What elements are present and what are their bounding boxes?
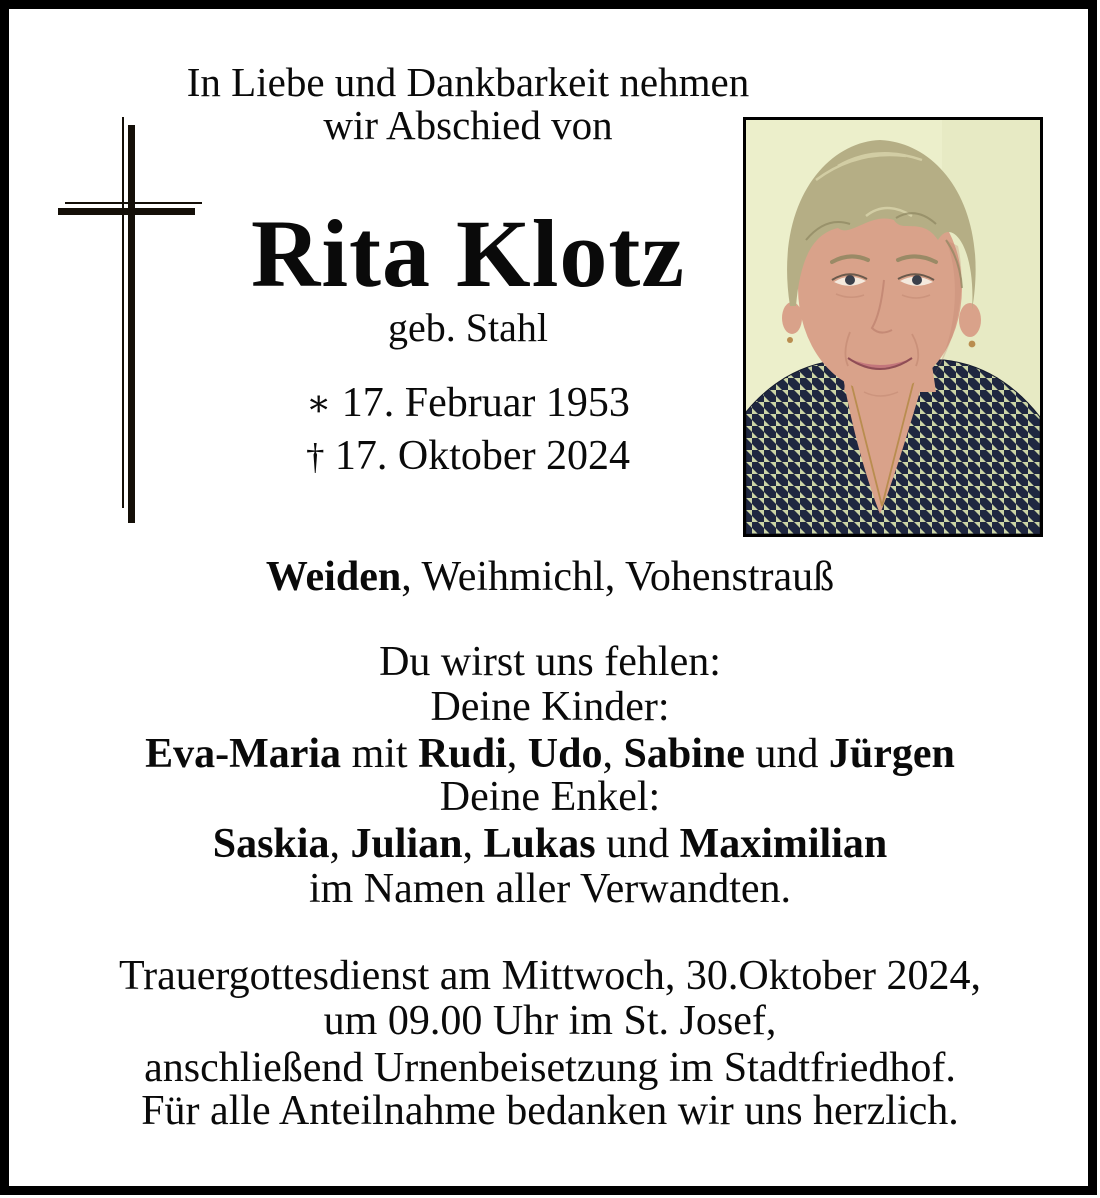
- text-segment: Julian: [350, 821, 463, 867]
- portrait-photo: [743, 117, 1043, 537]
- right-ear: [959, 303, 981, 337]
- text-segment: ,: [506, 731, 528, 777]
- death-date: [324, 433, 335, 479]
- intro-line-2: wir Abschied von: [323, 102, 613, 148]
- text-segment: Jürgen: [828, 731, 955, 777]
- text-segment: Weiden: [265, 554, 402, 600]
- text-segment: mit: [341, 731, 419, 777]
- children-label: Deine Kinder:: [430, 684, 670, 730]
- text-segment: Udo: [527, 731, 603, 777]
- born-symbol-icon: ∗: [306, 382, 332, 424]
- service-line-3: anschließend Urnenbeisetzung im Stadtfriedhof.: [144, 1045, 956, 1091]
- children-names-line: [9, 733, 1091, 775]
- birth-date-text: 17. Februar 1953: [341, 380, 630, 426]
- service-line-4: Für alle Anteilnahme bedanken wir uns herzlich.: [141, 1088, 959, 1134]
- missing-line: Du wirst uns fehlen:: [379, 639, 721, 685]
- deceased-name: Rita Klotz: [251, 200, 685, 307]
- service-line-1: Trauergottesdienst am Mittwoch, 30.Oktober 2024,: [118, 953, 982, 999]
- text-segment: Lukas: [483, 821, 596, 867]
- right-iris: [912, 275, 922, 285]
- relatives-closing-line: im Namen aller Verwandten.: [308, 866, 792, 912]
- text-segment: ,: [462, 821, 484, 867]
- text-segment: ,: [329, 821, 351, 867]
- right-earring: [969, 341, 976, 348]
- text-segment: Rudi: [418, 731, 507, 777]
- text-segment: Sabine: [623, 731, 745, 777]
- text-segment: ,: [602, 731, 624, 777]
- left-earring: [787, 337, 793, 343]
- birth-date: [331, 380, 342, 426]
- portrait-illustration: [746, 120, 1040, 534]
- death-date-text: 17. Oktober 2024: [334, 433, 631, 479]
- intro-line-1: In Liebe und Dankbarkeit nehmen: [186, 59, 750, 105]
- grandchildren-names-line: [9, 823, 1091, 865]
- text-segment: Saskia: [212, 821, 330, 867]
- left-iris: [845, 275, 855, 285]
- service-line-2: um 09.00 Uhr im St. Josef,: [323, 998, 777, 1044]
- places-line: [9, 556, 1091, 598]
- text-segment: Maximilian: [679, 821, 888, 867]
- text-segment: und: [744, 731, 829, 777]
- text-segment: , Weihmichl, Vohenstrauß: [401, 554, 835, 600]
- died-symbol-icon: †: [305, 435, 325, 477]
- cross-horizontal-thin-line: [65, 202, 202, 204]
- maiden-name: geb. Stahl: [388, 305, 548, 350]
- grandchildren-label: Deine Enkel:: [439, 774, 661, 820]
- text-segment: Eva-Maria: [145, 731, 342, 777]
- text-segment: und: [595, 821, 680, 867]
- left-ear: [782, 302, 802, 334]
